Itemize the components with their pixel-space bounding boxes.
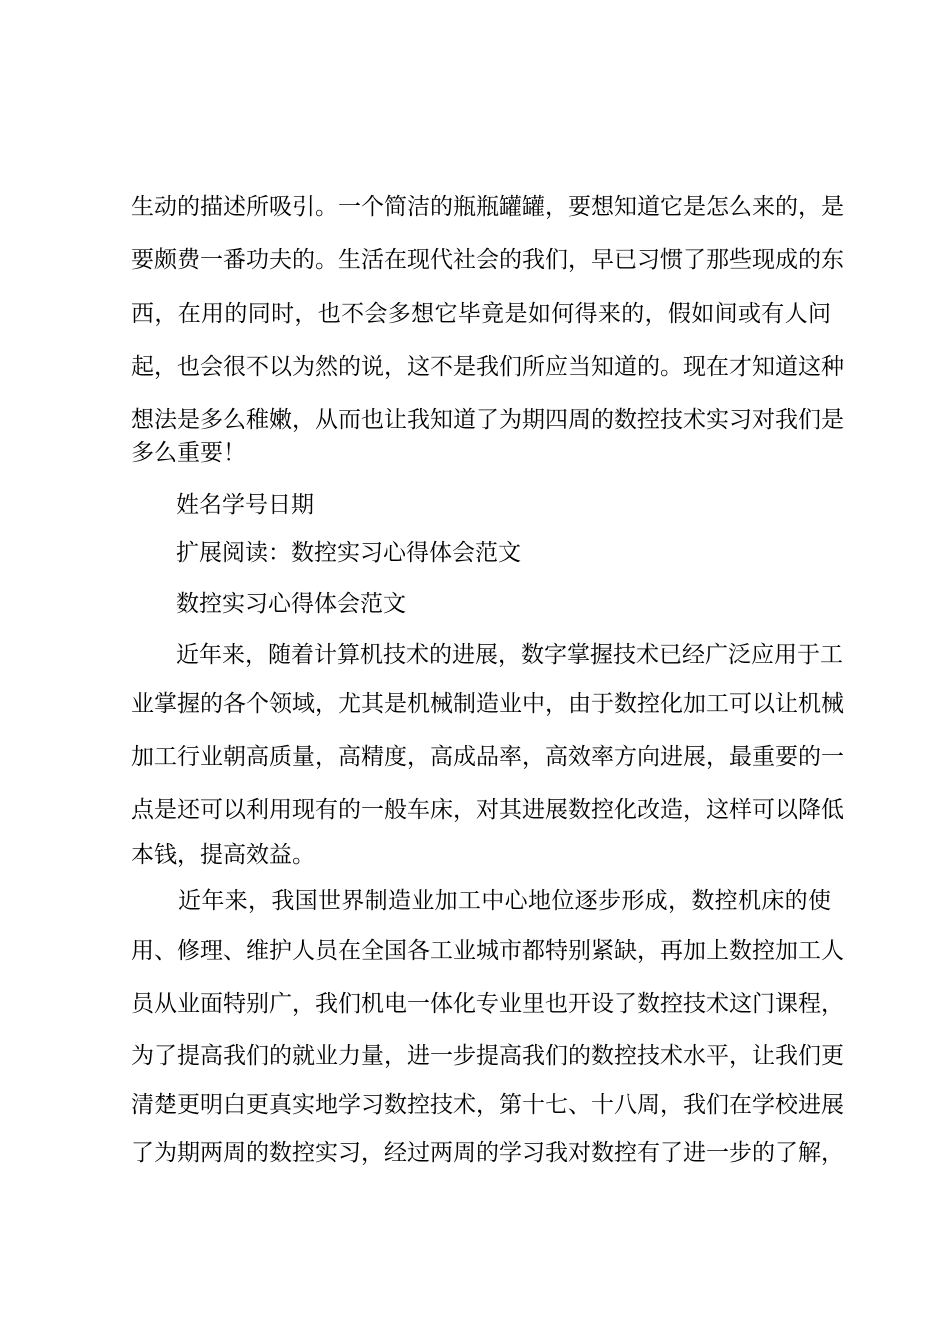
paragraph-2-line-5: 本钱，提高效益。 <box>131 842 315 868</box>
paragraph-1-line-3: 西，在用的同时，也不会多想它毕竟是如何得来的，假如间或有人问 <box>131 301 831 327</box>
paragraph-1-line-2: 要颇费一番功夫的。生活在现代社会的我们，早已习惯了那些现成的东 <box>131 247 844 273</box>
paragraph-2-line-4: 点是还可以利用现有的一般车床，对其进展数控化改造，这样可以降低 <box>131 797 844 823</box>
paragraph-3-line-4: 为了提高我们的就业力量，进一步提高我们的数控技术水平，让我们更 <box>131 1043 844 1069</box>
paragraph-3-line-2: 用、修理、维护人员在全国各工业城市都特别紧缺，再加上数控加工人 <box>131 938 844 964</box>
paragraph-1-line-5: 想法是多么稚嫩，从而也让我知道了为期四周的数控技术实习对我们是 <box>131 407 844 433</box>
paragraph-3-line-1: 近年来，我国世界制造业加工中心地位逐步形成，数控机床的使 <box>178 888 831 914</box>
paragraph-2-line-3: 加工行业朝高质量，高精度，高成品率，高效率方向进展，最重要的一 <box>131 744 844 770</box>
paragraph-2-line-1: 近年来，随着计算机技术的进展，数字掌握技术已经广泛应用于工 <box>176 642 843 668</box>
paragraph-3-line-3: 员从业面特别广，我们机电一体化专业里也开设了数控技术这门课程， <box>131 991 844 1017</box>
section-title: 数控实习心得体会范文 <box>176 591 406 617</box>
signature-line: 姓名学号日期 <box>176 492 314 518</box>
paragraph-1-line-4: 起，也会很不以为然的说，这不是我们所应当知道的。现在才知道这种 <box>131 354 844 380</box>
paragraph-1-line-1: 生动的描述所吸引。一个简洁的瓶瓶罐罐，要想知道它是怎么来的，是 <box>131 194 844 220</box>
paragraph-3-line-5: 清楚更明白更真实地学习数控技术，第十七、十八周，我们在学校进展 <box>131 1092 844 1118</box>
paragraph-1-line-6: 多么重要！ <box>131 440 246 466</box>
paragraph-3-line-6: 了为期两周的数控实习，经过两周的学习我对数控有了进一步的了解， <box>131 1140 844 1166</box>
extended-reading: 扩展阅读：数控实习心得体会范文 <box>176 540 521 566</box>
paragraph-2-line-2: 业掌握的各个领域，尤其是机械制造业中，由于数控化加工可以让机械 <box>131 691 844 717</box>
